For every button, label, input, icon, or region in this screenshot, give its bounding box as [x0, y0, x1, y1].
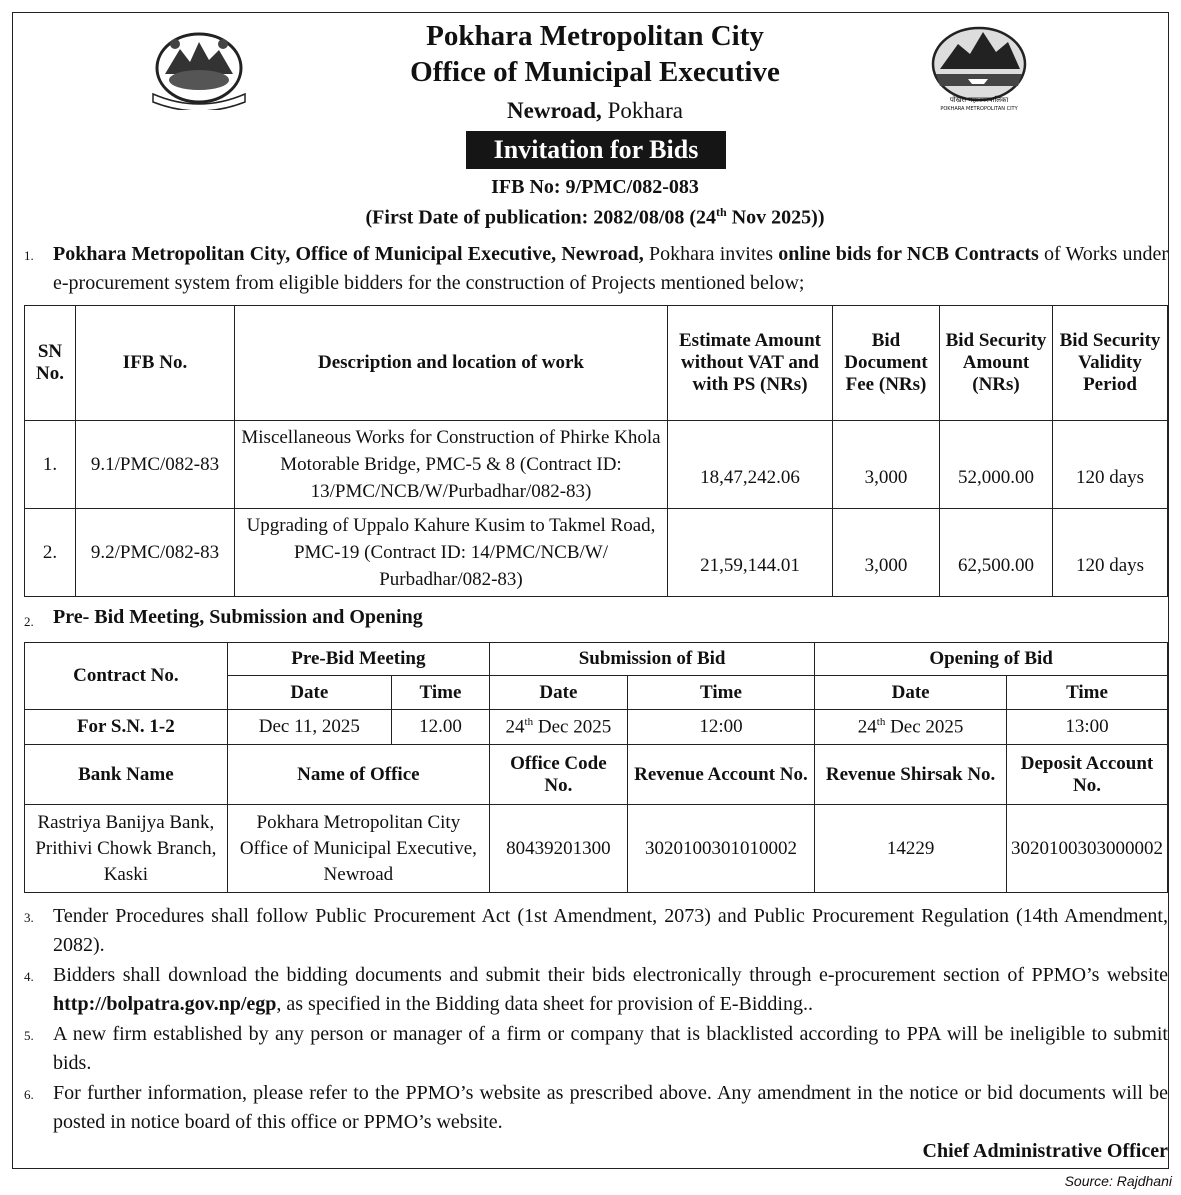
cell-open-date: 24th Dec 2025	[815, 710, 1007, 745]
header-office: Office of Municipal Executive	[410, 56, 780, 88]
cell-estimate: 18,47,242.06	[668, 421, 833, 509]
invitation-banner: Invitation for Bids	[466, 131, 726, 169]
para1-number: 1.	[24, 248, 34, 263]
col-contract-no: Contract No.	[25, 643, 228, 710]
cell-office-code: 80439201300	[490, 805, 628, 893]
col-revenue-shirsak: Revenue Shirsak No.	[815, 745, 1007, 805]
para4-number: 4.	[24, 969, 34, 984]
cell-security: 62,500.00	[940, 509, 1053, 597]
cell-pre-time: 12.00	[391, 710, 489, 745]
para6-text: For further information, please refer to the PPMO’s website as prescribed above. Any amendment in the notice or bid documents will be posted in notice board of this office or PPMO’s website.	[53, 1082, 1168, 1133]
col-date: Date	[227, 676, 391, 710]
signature: Chief Administrative Officer	[922, 1140, 1168, 1162]
schedule-row	[25, 710, 1168, 745]
cell-doc-fee: 3,000	[833, 421, 940, 509]
schedule-table	[24, 642, 1168, 893]
para4-text: Bidders shall download the bidding documents and submit their bids electronically through e-procurement section of PPMO’s website http://bolpatra.gov.np/egp, as specified in the Bidding data sheet for provision of E-Bidding..	[53, 964, 1168, 1015]
col-ifb: IFB No.	[76, 306, 235, 421]
para5-text: A new firm established by any person or manager of a firm or company that is blacklisted according to PPA will be ineligible to submit bids.	[53, 1023, 1168, 1074]
col-doc-fee: Bid Document Fee (NRs)	[833, 306, 940, 421]
col-validity: Bid Security Validity Period	[1053, 306, 1168, 421]
cell-doc-fee: 3,000	[833, 509, 940, 597]
col-estimate: Estimate Amount without VAT and with PS (NRs)	[668, 306, 833, 421]
para1-text: Pokhara Metropolitan City, Office of Municipal Executive, Newroad, Pokhara invites online bids for NCB Contracts of Works under e-procurement system from eligible bidders for the construction of Projects mentioned below;	[53, 243, 1169, 294]
col-date: Date	[490, 676, 628, 710]
cell-revenue-account: 3020100301010002	[627, 805, 814, 893]
col-description: Description and location of work	[235, 306, 668, 421]
cell-sn: 2.	[25, 509, 76, 597]
logo-right-text: पोखरा महानगरपालिका	[949, 96, 1009, 104]
bank-header-row	[25, 745, 1168, 805]
cell-office-name: Pokhara Metropolitan City Office of Municipal Executive, Newroad	[227, 805, 489, 893]
col-time: Time	[391, 676, 489, 710]
cell-open-time: 13:00	[1007, 710, 1168, 745]
section2-title: Pre- Bid Meeting, Submission and Opening	[53, 606, 423, 628]
cell-sub-time: 12:00	[627, 710, 814, 745]
col-submission: Submission of Bid	[490, 643, 815, 676]
col-date: Date	[815, 676, 1007, 710]
col-deposit-account: Deposit Account No.	[1007, 745, 1168, 805]
para3-number: 3.	[24, 910, 34, 925]
col-revenue-account: Revenue Account No.	[627, 745, 814, 805]
header-location: Newroad, Pokhara	[507, 98, 683, 123]
cell-sn: 1.	[25, 421, 76, 509]
col-security: Bid Security Amount (NRs)	[940, 306, 1053, 421]
cell-pre-date: Dec 11, 2025	[227, 710, 391, 745]
schedule-header-row	[25, 643, 1168, 676]
header-city: Pokhara Metropolitan City	[426, 20, 764, 52]
cell-contract: For S.N. 1-2	[25, 710, 228, 745]
para3-text: Tender Procedures shall follow Public Procurement Act (1st Amendment, 2073) and Public Procurement Regulation (14th Amendment, 2082).	[53, 905, 1168, 956]
cell-revenue-shirsak: 14229	[815, 805, 1007, 893]
pokhara-metro-logo-icon	[928, 24, 1030, 112]
ppmo-link[interactable]: http://bolpatra.gov.np/egp	[53, 993, 277, 1015]
section2-number: 2.	[24, 614, 34, 629]
ifb-number: IFB No: 9/PMC/082-083	[491, 176, 699, 198]
logo-right-subtext: POKHARA METROPOLITAN CITY	[940, 106, 1018, 112]
table-row	[25, 421, 1168, 509]
cell-sub-date: 24th Dec 2025	[490, 710, 628, 745]
cell-security: 52,000.00	[940, 421, 1053, 509]
col-bank-name: Bank Name	[25, 745, 228, 805]
col-opening: Opening of Bid	[815, 643, 1168, 676]
para6-number: 6.	[24, 1087, 34, 1102]
col-time: Time	[1007, 676, 1168, 710]
table-row	[25, 509, 1168, 597]
col-pre-bid: Pre-Bid Meeting	[227, 643, 489, 676]
cell-deposit-account: 3020100303000002	[1007, 805, 1168, 893]
cell-validity: 120 days	[1053, 509, 1168, 597]
para5-number: 5.	[24, 1028, 34, 1043]
nepal-emblem-icon	[145, 24, 253, 110]
publication-date: (First Date of publication: 2082/08/08 (24th Nov 2025))	[365, 205, 825, 229]
cell-ifb: 9.1/PMC/082-83	[76, 421, 235, 509]
col-office-code: Office Code No.	[490, 745, 628, 805]
projects-table	[24, 305, 1168, 597]
cell-ifb: 9.2/PMC/082-83	[76, 509, 235, 597]
col-sn: SN No.	[25, 306, 76, 421]
source-credit: Source: Rajdhani	[1064, 1173, 1172, 1189]
cell-validity: 120 days	[1053, 421, 1168, 509]
col-time: Time	[627, 676, 814, 710]
cell-estimate: 21,59,144.01	[668, 509, 833, 597]
cell-description: Upgrading of Uppalo Kahure Kusim to Takmel Road, PMC-19 (Contract ID: 14/PMC/NCB/W/ Purbadhar/082-83)	[235, 509, 668, 597]
cell-description: Miscellaneous Works for Construction of Phirke Khola Motorable Bridge, PMC-5 & 8 (Contract ID: 13/PMC/NCB/W/Purbadhar/082-83)	[235, 421, 668, 509]
table-header-row	[25, 306, 1168, 421]
cell-bank-name: Rastriya Banijya Bank, Prithivi Chowk Branch, Kaski	[25, 805, 228, 893]
bank-row	[25, 805, 1168, 893]
col-office-name: Name of Office	[227, 745, 489, 805]
